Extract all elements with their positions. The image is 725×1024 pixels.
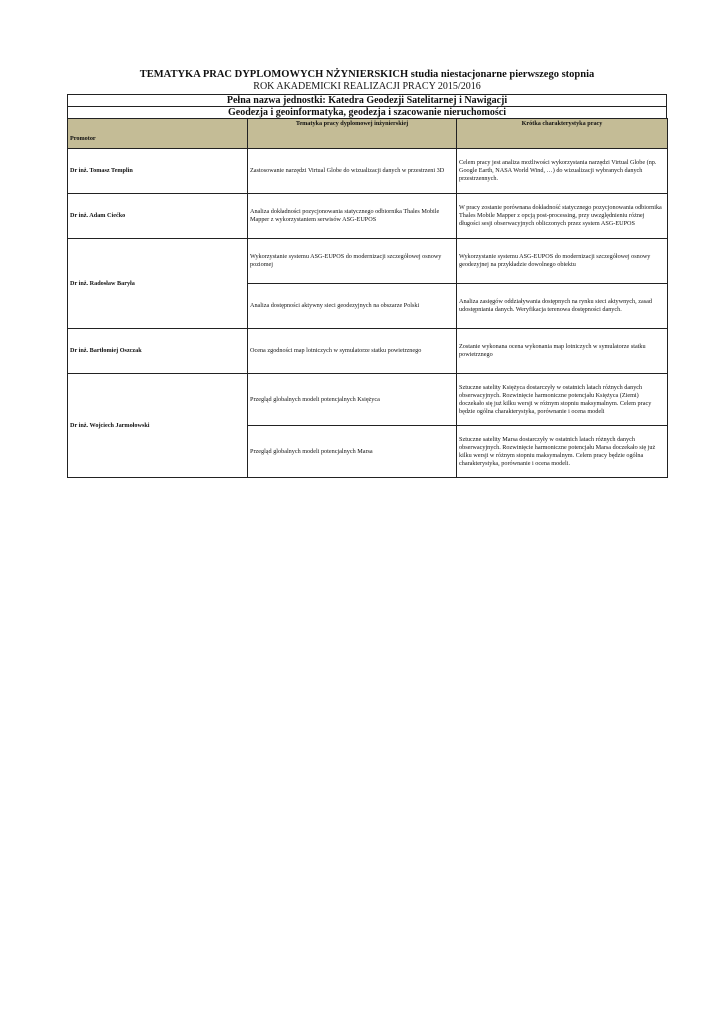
unit-name: Pełna nazwa jednostki: Katedra Geodezji Satelitarnej i Nawigacji: [68, 95, 666, 107]
topic-cell: Analiza dostępności aktywny sieci geodezyjnych na obszarze Polski: [248, 284, 457, 329]
promotor-cell: Dr inż. Adam Ciećko: [68, 194, 248, 239]
table-row: [68, 374, 668, 426]
column-header-topic: Tematyka pracy dyplomowej inżynierskiej: [248, 119, 457, 149]
table-header-row: [68, 119, 668, 149]
description-cell: W pracy zostanie porównana dokładność statycznego pozycjonowania odbiornika Thales Mobile Mapper z opcją post-processing, przy uwzględnieniu różnej długości sesji obserwacyjnych obliczonych przez system ASG-EUPOS: [457, 194, 668, 239]
topic-cell: Ocena zgodności map lotniczych w symulatorze statku powietrznego: [248, 329, 457, 374]
promotor-cell: Dr inż. Radosław Baryła: [68, 239, 248, 329]
topic-cell: Zastosowanie narzędzi Virtual Globe do wizualizacji danych w przestrzeni 3D: [248, 149, 457, 194]
description-cell: Zostanie wykonana ocena wykonania map lotniczych w symulatorze statku powietrznego: [457, 329, 668, 374]
description-cell: Wykorzystanie systemu ASG-EUPOS do modernizacji szczegółowej osnowy geodezyjnej na przykładzie dowolnego obiektu: [457, 239, 668, 284]
academic-year: ROK AKADEMICKI REALIZACJI PRACY 2015/2016: [253, 81, 481, 92]
description-cell: Analiza zasięgów oddziaływania dostępnych na rynku sieci aktywnych, zasad udostępniania danych. Weryfikacja terenowa dostępności danych.: [457, 284, 668, 329]
document-title: TEMATYKA PRAC DYPLOMOWYCH NŻYNIERSKICH studia niestacjonarne pierwszego stopnia: [139, 69, 595, 80]
field-of-study: Geodezja i geoinformatyka, geodezja i szacowanie nieruchomości: [227, 107, 506, 118]
table-row: [68, 194, 668, 239]
table-row: [68, 329, 668, 374]
description-cell: Sztuczne satelity Marsa dostarczyły w ostatnich latach różnych danych obserwacyjnych. Rozwinięcie harmoniczne potencjału Marsa doczekało się już kilku wersji w różnym stopniu maksymalnym. Celem pracy będzie ogólna charakterystyka, porównanie i ocena modeli.: [457, 426, 668, 478]
column-header-description: Krótka charakterystyka pracy: [457, 119, 668, 149]
topic-cell: Przegląd globalnych modeli potencjalnych Marsa: [248, 426, 457, 478]
description-cell: Celem pracy jest analiza możliwości wykorzystania narzędzi Virtual Globe (np. Google Earth, NASA World Wind, …) do wizualizacji wybranych danych przestrzennych.: [457, 149, 668, 194]
document-page: [67, 68, 667, 478]
thesis-table: [67, 118, 668, 478]
header-box: [67, 94, 667, 118]
table-row: [68, 239, 668, 284]
promotor-cell: Dr inż. Tomasz Templin: [68, 149, 248, 194]
topic-cell: Analiza dokładności pozycjonowania statycznego odbiornika Thales Mobile Mapper z wykorzystaniem serwisów ASG-EUPOS: [248, 194, 457, 239]
promotor-cell: Dr inż. Bartłomiej Oszczak: [68, 329, 248, 374]
topic-cell: Przegląd globalnych modeli potencjalnych Księżyca: [248, 374, 457, 426]
column-header-promotor: Promotor: [68, 119, 248, 149]
description-cell: Sztuczne satelity Księżyca dostarczyły w ostatnich latach różnych danych obserwacyjnych. Rozwinięcie harmoniczne potencjału Księżyca (Ziemi) doczekało się już kilku wersji w różnym stopniu maksymalnym. Celem pracy będzie ogólna charakterystyka, porównanie i ocena modeli: [457, 374, 668, 426]
table-row: [68, 149, 668, 194]
promotor-cell: Dr inż. Wojciech Jarmołowski: [68, 374, 248, 478]
topic-cell: Wykorzystanie systemu ASG-EUPOS do modernizacji szczegółowej osnowy poziomej: [248, 239, 457, 284]
